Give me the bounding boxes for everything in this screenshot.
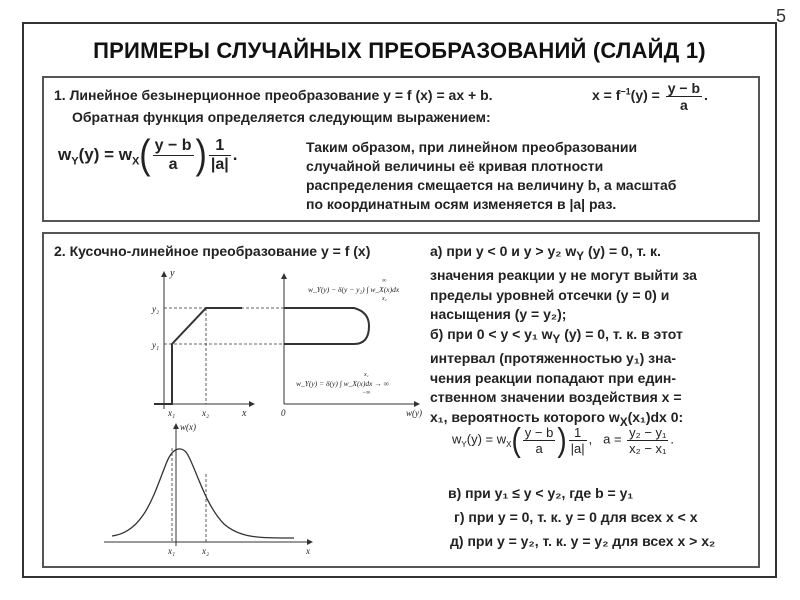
- slide-title: ПРИМЕРЫ СЛУЧАЙНЫХ ПРЕОБРАЗОВАНИЙ (СЛАЙД 1): [93, 38, 706, 63]
- delta-bottom-lower: −∞: [362, 390, 371, 396]
- case-d: д) при y = y₂, т. к. y = y₂ для всех x > x₂: [450, 533, 716, 549]
- slide-frame: [22, 22, 777, 578]
- inverse-formula: $x = f^{-1}(y)$ = $\frac{y - b}{a}$ .: [592, 80, 708, 113]
- section-piecewise: [42, 232, 760, 568]
- section2-formula: $w_Y(y) = w_X$( $\frac{y - b}{a}$ ) $\frac{1}{|a|}$ , a = $\frac{\text{y₂ − y₁}}{\text{x₂ − x₁}}$ .: [452, 420, 675, 458]
- section2-cases: а) при y < 0 и y > y₂ $w_Y$ (y) = 0, т. к. значения реакции y не могут выйти за пределы уровней отсечки (y = 0) и насыщения (y = y₂); б) при 0 < y < y₁ $w_Y$ (y) = 0, т. к. в этот интервал (протяженностью y₁) зна- чения реакции попадают при един- ственном значении воздействия x = x₁, вероятность которого $w_X(x_1)dx$ 0:: [430, 243, 697, 429]
- graphs-area: [44, 234, 444, 564]
- density-formula: $w_Y(y) = w_X$( $\frac{y - b}{a}$ ) $\frac{1}{|a|}$ .: [58, 132, 238, 178]
- case-g: г) при y = 0, т. к. y = 0 для всех x < x: [454, 509, 698, 525]
- section1-description: Таким образом, при линейном преобразовании случайной величины её кривая плотности распределения смещается на величину b, а масштаб по координатным осям изменяется в |a| раз.: [306, 139, 677, 212]
- delta-top-formula: w_Y(y) − δ(y − y₂) ∫ w_X(x)dx: [308, 285, 400, 294]
- x2-label-top: x₂: [202, 408, 210, 418]
- page-number: 5: [775, 6, 786, 26]
- case-v: в) при y₁ ≤ y < y₂, где b = y₁: [448, 485, 634, 501]
- bottom-wx-label: w(x): [180, 422, 196, 432]
- delta-top-upper: ∞: [382, 278, 387, 284]
- x1-label-top: x₁: [168, 408, 176, 418]
- delta-bottom-formula: w_Y(y) = δ(y) ∫ w_X(x)dx → ∞: [296, 379, 390, 388]
- top-y-label: y: [170, 268, 175, 279]
- wy-axis-label: w(y): [406, 408, 422, 418]
- y2-label: y₂: [152, 304, 160, 314]
- transfer-curve: [154, 308, 242, 404]
- top-x-label: x: [242, 408, 247, 419]
- section2-heading: 2. Кусочно-линейное преобразование y = f (x): [54, 243, 371, 259]
- y1-label: y₁: [152, 340, 160, 350]
- gaussian-curve: [112, 449, 294, 538]
- section-linear: [42, 76, 760, 222]
- zero-label: 0: [281, 408, 286, 418]
- section1-heading: 1. Линейное безынерционное преобразование y = f (x) = ax + b.: [54, 87, 493, 103]
- wy-density-curve: [284, 308, 369, 344]
- section1-line2: Обратная функция определяется следующим выражением:: [72, 109, 491, 125]
- x1-label-bottom: x₁: [168, 546, 176, 556]
- delta-top-lower: x₂: [382, 296, 387, 302]
- x2-label-bottom: x₂: [202, 546, 210, 556]
- bottom-x-label: x: [306, 546, 310, 556]
- delta-bottom-upper: x₁: [364, 372, 369, 378]
